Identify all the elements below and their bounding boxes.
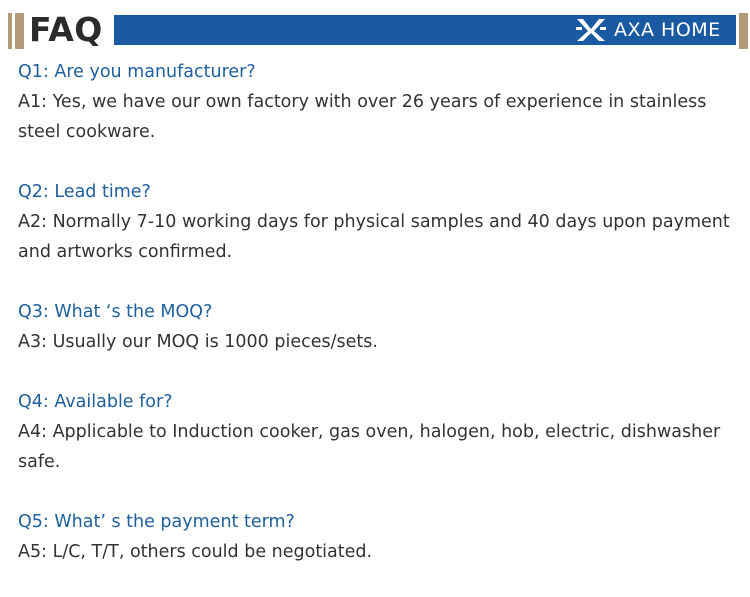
faq-question: Q3: What ‘s the MOQ? <box>18 302 213 322</box>
faq-answer: A2: Normally 7-10 working days for physical samples and 40 days upon payment and artworks confirmed. <box>18 212 730 262</box>
faq-answer: A3: Usually our MOQ is 1000 pieces/sets. <box>18 332 378 352</box>
faq-answer: A1: Yes, we have our own factory with over 26 years of experience in stainless steel cookware. <box>18 92 707 142</box>
faq-item-3 <box>18 297 740 357</box>
left-accent-bar-thin <box>8 13 12 49</box>
faq-answer: A5: L/C, T/T, others could be negotiated. <box>18 542 373 562</box>
faq-list <box>18 57 740 597</box>
right-accent-bar <box>739 13 748 49</box>
faq-question: Q2: Lead time? <box>18 182 151 202</box>
faq-item-5 <box>18 507 740 567</box>
faq-question: Q1: Are you manufacturer? <box>18 62 256 82</box>
page-title: FAQ <box>29 10 103 49</box>
axa-logo-icon <box>575 19 607 41</box>
left-accent-bar-thick <box>15 13 24 49</box>
brand-name: AXA HOME <box>614 19 721 41</box>
faq-item-2 <box>18 177 740 267</box>
faq-item-1 <box>18 57 740 147</box>
faq-item-4 <box>18 387 740 477</box>
faq-question: Q4: Available for? <box>18 392 173 412</box>
faq-question: Q5: What’ s the payment term? <box>18 512 295 532</box>
faq-answer: A4: Applicable to Induction cooker, gas oven, halogen, hob, electric, dishwasher safe. <box>18 422 721 472</box>
brand-logo <box>575 17 721 43</box>
